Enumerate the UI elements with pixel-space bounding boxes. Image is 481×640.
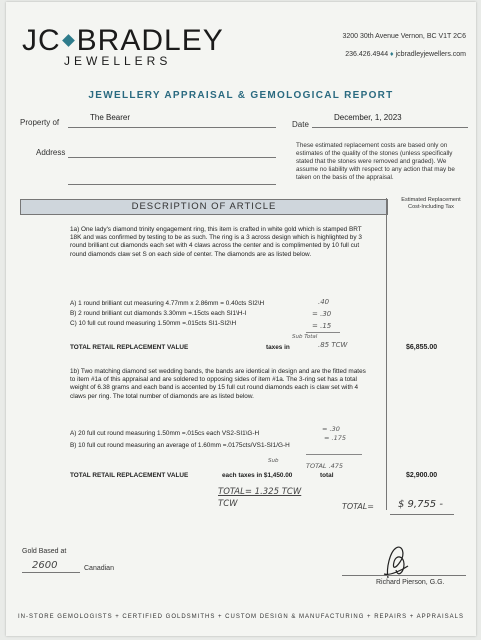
handwritten-total-underline: [390, 514, 454, 515]
footer-services: IN-STORE GEMOLOGISTS + CERTIFIED GOLDSMITHS + CUSTOM DESIGN & MANUFACTURING + REPAIRS + APPRAISALS: [18, 614, 464, 620]
handwritten-tcw: TCW: [218, 499, 238, 509]
diamond-icon: [62, 34, 75, 47]
gold-value-line: [22, 572, 80, 573]
disclaimer-text: These estimated replacement costs are based only on estimates of the quality of the stones (unless specifically stated that the stones were removed and graded). We assume no liability with respect to any action that may be taken on the basis of the appraisal.: [296, 142, 455, 181]
description-header: DESCRIPTION OF ARTICLE: [131, 201, 277, 212]
date-value: December, 1, 2023: [334, 113, 402, 122]
appraisal-document: [6, 2, 476, 636]
property-value: The Bearer: [90, 113, 131, 122]
date-line: [312, 127, 468, 128]
property-label: Property of: [20, 118, 60, 127]
handwritten-tcw-total: TOTAL= 1.325 TCW: [218, 487, 302, 497]
separator-diamond-icon: ♦: [390, 51, 394, 58]
property-line: [68, 127, 276, 128]
item2-each-label: each taxes in $1,450.00: [222, 472, 293, 479]
gold-value: 2600: [32, 560, 58, 571]
address-line-1: [68, 157, 276, 158]
item1-hand-note-a: .40: [318, 298, 330, 306]
address-label: Address: [36, 148, 66, 157]
item1-hand-note-c: = .15: [312, 322, 332, 330]
handwritten-total-label: TOTAL=: [342, 502, 374, 511]
item1-line-a: A) 1 round brilliant cut measuring 4.77mm x 2.86mm = 0.40cts SI2\H: [70, 300, 265, 307]
item1-taxes-label: taxes in: [266, 344, 290, 351]
cost-header: [388, 197, 474, 211]
item1-description: 1a) One lady's diamond trinity engagement ring, this item is crafted in white gold which is stamped BRT 18K and was confirmed by testing to be as such. The ring is a 3 across design which is highlighted by 3 round brilliant cut diamonds each set with 4 claws across the center and is complimented by 10 full cut round diamonds claw set S on each side of center. The diamonds are as listed below.: [70, 226, 362, 258]
item2-hand-sum-line: [306, 454, 362, 455]
item2-total-label: TOTAL RETAIL REPLACEMENT VALUE: [70, 472, 189, 479]
cost-header-line2: Cost-Including Tax: [408, 204, 454, 210]
company-logo: [22, 24, 224, 58]
company-contact: [345, 51, 466, 58]
item1-hand-tcw: .85 TCW: [318, 341, 348, 349]
item2-hand-sub: Sub: [268, 458, 279, 464]
document-title: JEWELLERY APPRAISAL & GEMOLOGICAL REPORT: [88, 90, 394, 101]
item1-hand-sum-line: [306, 332, 340, 333]
date-label: Date: [292, 120, 309, 129]
address-line-2: [68, 184, 276, 185]
logo-text-right: BRADLEY: [76, 24, 224, 57]
company-address: 3200 30th Avenue Vernon, BC V1T 2C6: [342, 33, 466, 40]
item2-hand-note-b: = .175: [324, 434, 346, 442]
company-phone: 236.426.4944: [345, 51, 389, 58]
gold-currency: Canadian: [84, 565, 114, 572]
item2-description: 1b) Two matching diamond set wedding bands, the bands are identical in design and are the fitted mates to item #1a of this appraisal and are soldered to opposing sides of item #1a. The 3-ring set has a total weight of 6.38 grams and each band is accented by 15 full cut round diamonds each is claw set with 4 claws per ring. The total number of diamonds are as listed below.: [70, 368, 366, 400]
logo-subtitle: JEWELLERS: [64, 54, 172, 68]
logo-text-left: JC: [22, 24, 61, 57]
column-divider: [386, 198, 387, 510]
item1-hand-subtotal: Sub Total: [292, 334, 318, 340]
item1-price: $6,855.00: [406, 344, 438, 351]
item2-total-word: total: [320, 472, 334, 479]
company-email: jcbradleyjewellers.com: [395, 51, 466, 58]
item2-line-b: B) 10 full cut round measuring an average of 1.60mm =.0175cts/VS1-SI1/G-H: [70, 442, 290, 449]
signature-line: [342, 575, 466, 576]
item1-line-c: C) 10 full cut round measuring 1.50mm =.015cts SI1-SI2\H: [70, 320, 237, 327]
item1-line-b: B) 2 round brilliant cut diamonds 3.30mm =.15cts each SI1\H-I: [70, 310, 247, 317]
signature-mark: [376, 540, 416, 584]
item2-price: $2,900.00: [406, 472, 438, 479]
appraiser-name: Richard Pierson, G.G.: [376, 579, 445, 586]
gold-label: Gold Based at: [22, 548, 67, 555]
item2-line-a: A) 20 full cut round measuring 1.50mm =.015cs each VS2-SI1\G-H: [70, 430, 260, 437]
cost-header-line1: Estimated Replacement: [401, 197, 461, 203]
item1-total-label: TOTAL RETAIL REPLACEMENT VALUE: [70, 344, 189, 351]
item1-hand-note-b: = .30: [312, 310, 332, 318]
item2-hand-note-a: = .30: [322, 425, 340, 433]
item2-hand-total: TOTAL .475: [306, 462, 344, 470]
handwritten-total-value: $ 9,755 -: [398, 499, 443, 510]
